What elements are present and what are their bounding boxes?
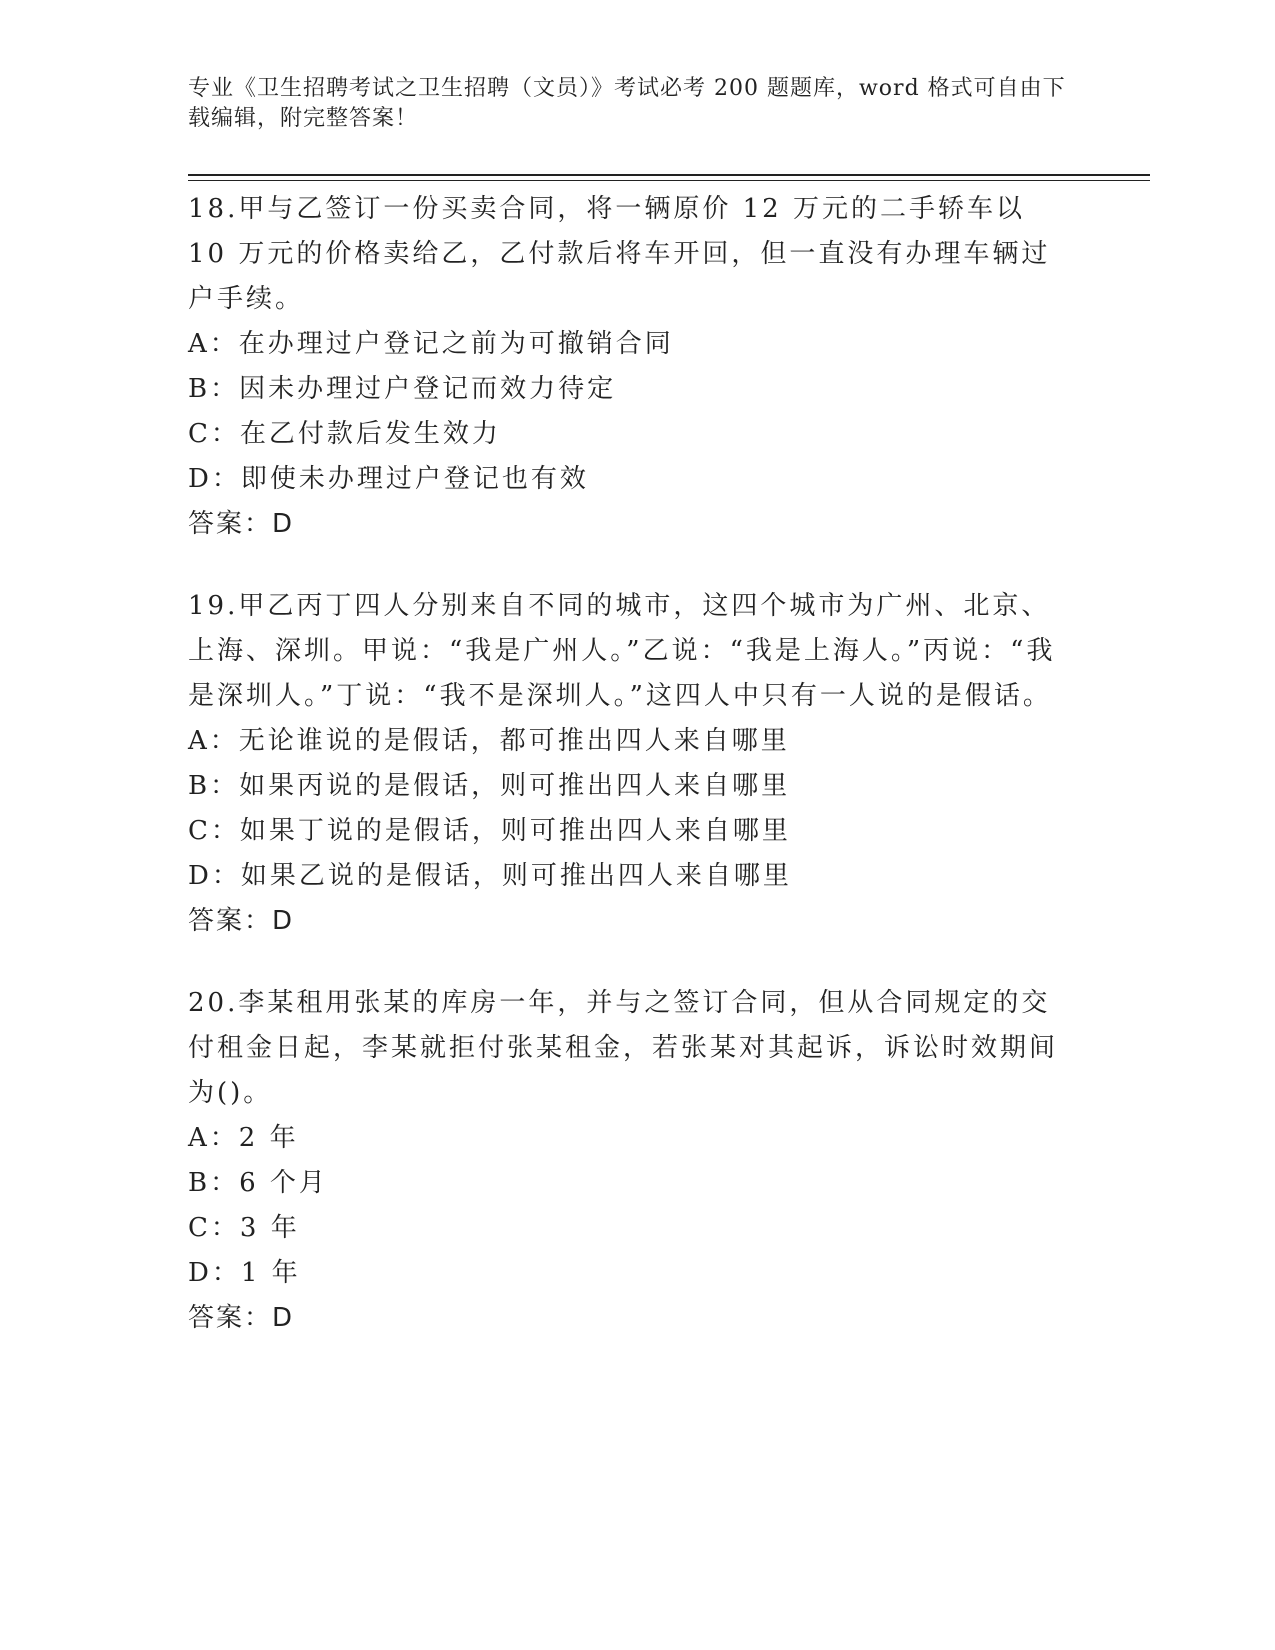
option-d: D：1 年: [188, 1258, 301, 1288]
document-intro: 专业《卫生招聘考试之卫生招聘（文员）》考试必考 200 题题库，word 格式可自由下载编辑，附完整答案！: [188, 76, 1066, 131]
answer-line: 答案：D: [188, 509, 295, 539]
option-b: B：因未办理过户登记而效力待定: [188, 374, 617, 404]
option-a: A：2 年: [188, 1123, 299, 1153]
question-18: [188, 187, 1068, 547]
option-b: B：如果丙说的是假话，则可推出四人来自哪里: [188, 771, 791, 801]
question-19: [188, 584, 1068, 944]
header-divider-thin: [188, 180, 1150, 181]
question-stem: 18.甲与乙签订一份买卖合同，将一辆原价 12 万元的二手轿车以 10 万元的价格卖给乙，乙付款后将车开回，但一直没有办理车辆过户手续。: [188, 194, 1051, 314]
question-stem: 20.李某租用张某的库房一年，并与之签订合同，但从合同规定的交付租金日起，李某就拒付张某租金，若张某对其起诉，诉讼时效期间为()。: [188, 988, 1059, 1108]
answer-line: 答案：D: [188, 1303, 295, 1333]
question-list: [188, 187, 1068, 1378]
question-20: [188, 981, 1068, 1341]
option-b: B：6 个月: [188, 1168, 328, 1198]
question-stem: 19.甲乙丙丁四人分别来自不同的城市，这四个城市为广州、北京、上海、深圳。甲说：“我是广州人。”乙说：“我是上海人。”丙说：“我是深圳人。”丁说：“我不是深圳人。”这四人中只有一人说的是假话。: [188, 591, 1056, 711]
option-a: A：无论谁说的是假话，都可推出四人来自哪里: [188, 726, 790, 756]
option-a: A：在办理过户登记之前为可撤销合同: [188, 329, 674, 359]
option-d: D：如果乙说的是假话，则可推出四人来自哪里: [188, 861, 792, 891]
option-d: D：即使未办理过户登记也有效: [188, 464, 589, 494]
option-c: C：在乙付款后发生效力: [188, 419, 501, 449]
answer-line: 答案：D: [188, 906, 295, 936]
option-c: C：如果丁说的是假话，则可推出四人来自哪里: [188, 816, 791, 846]
header-divider-thick: [188, 174, 1150, 176]
option-c: C：3 年: [188, 1213, 300, 1243]
